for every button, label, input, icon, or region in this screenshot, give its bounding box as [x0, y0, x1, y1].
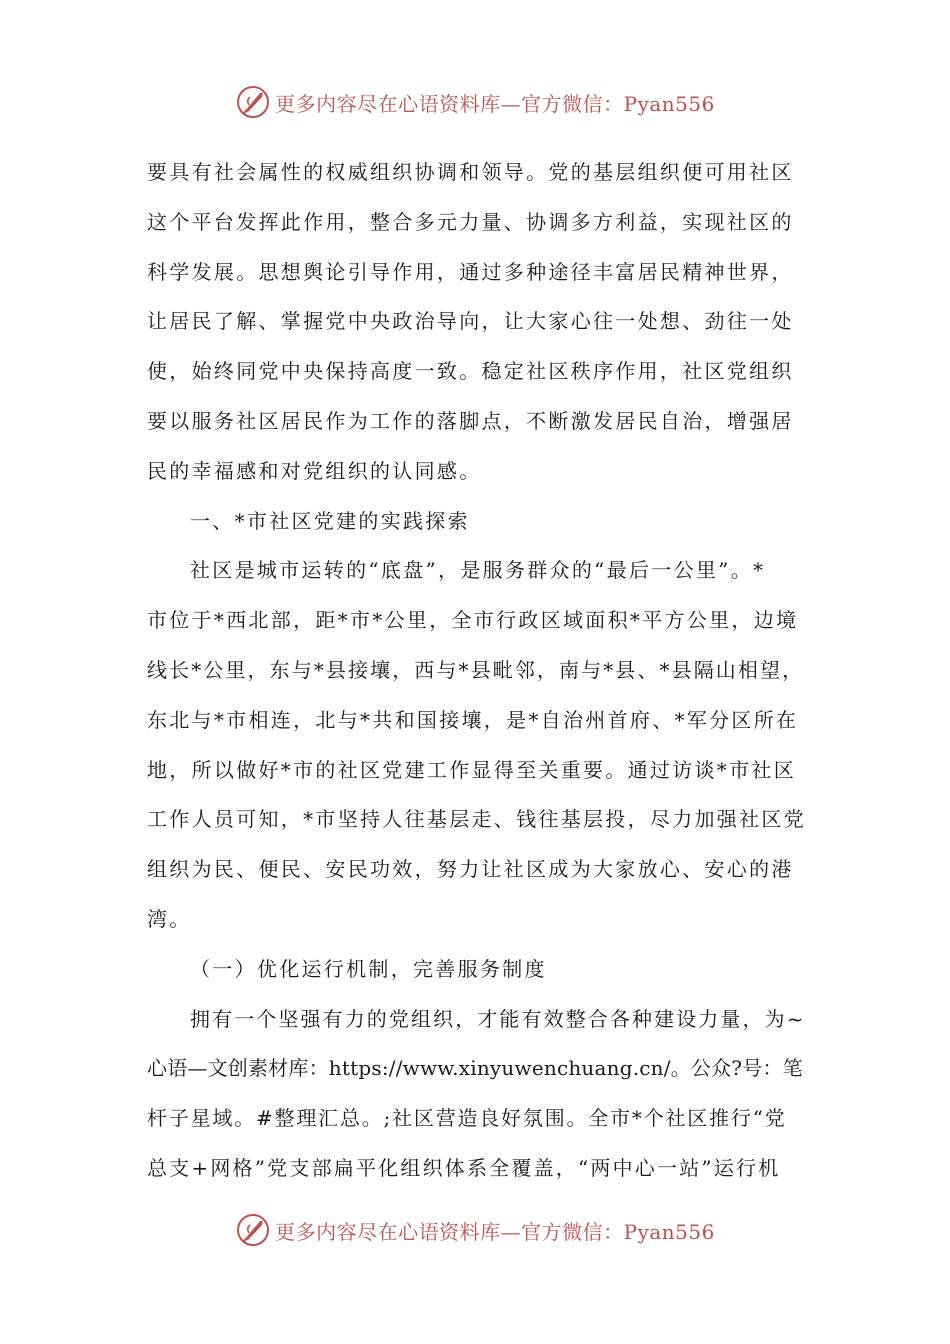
header-banner [0, 82, 950, 122]
body-line: 工作人员可知，*市坚持人往基层走、钱往基层投，尽力加强社区党 [147, 807, 806, 832]
quill-pen-icon [235, 1212, 271, 1248]
body-line: 组织为民、便民、安民功效，努力让社区成为大家放心、安心的港 [147, 857, 794, 882]
body-line: 这个平台发挥此作用，整合多元力量、协调多方利益，实现社区的 [147, 209, 794, 234]
body-line: 让居民了解、掌握党中央政治导向，让大家心往一处想、劲往一处 [147, 309, 794, 334]
body-line: 心语—文创素材库：https://www.xinyuwenchuang.cn/。公众?号：笔 [147, 1056, 803, 1081]
document-body [147, 148, 807, 1194]
body-line: 拥有一个坚强有力的党组织，才能有效整合各种建设力量，为~ [190, 1006, 806, 1031]
body-line: 湾。 [147, 906, 192, 931]
body-line: 要具有社会属性的权威组织协调和领导。党的基层组织便可用社区 [147, 160, 794, 184]
body-line: 东北与*市相连，北与*共和国接壤，是*自治州首府、*军分区所在 [147, 707, 799, 732]
section-heading: 一、*市社区党建的实践探索 [190, 508, 470, 533]
body-line: 杆子星域。#整理汇总。;社区营造良好氛围。全市*个社区推行“党 [147, 1106, 787, 1131]
body-line: 社区是城市运转的“底盘”，是服务群众的“最后一公里”。* [190, 558, 766, 583]
subsection-heading: （一）优化运行机制，完善服务制度 [190, 956, 547, 981]
body-line: 地，所以做好*市的社区党建工作显得至关重要。通过访谈*市社区 [147, 757, 796, 782]
footer-banner [0, 1210, 950, 1250]
header-banner-text: 更多内容尽在心语资料库—官方微信：Pyan556 [275, 91, 715, 116]
body-line: 线长*公里，东与*县接壤，西与*县毗邻，南与*县、*县隔山相望， [147, 657, 805, 682]
footer-banner-text: 更多内容尽在心语资料库—官方微信：Pyan556 [275, 1219, 715, 1244]
body-line: 科学发展。思想舆论引导作用，通过多种途径丰富居民精神世界， [147, 259, 794, 284]
body-line: 市位于*西北部，距*市*公里，全市行政区域面积*平方公里，边境 [147, 608, 799, 633]
body-line: 民的幸福感和对党组织的认同感。 [147, 458, 482, 483]
quill-pen-icon [235, 84, 271, 120]
body-line: 要以服务社区居民作为工作的落脚点，不断激发居民自治，增强居 [147, 408, 794, 433]
body-line: 总支+网格”党支部扁平化组织体系全覆盖，“两中心一站”运行机 [147, 1155, 781, 1180]
body-line: 使，始终同党中央保持高度一致。稳定社区秩序作用，社区党组织 [147, 359, 794, 384]
